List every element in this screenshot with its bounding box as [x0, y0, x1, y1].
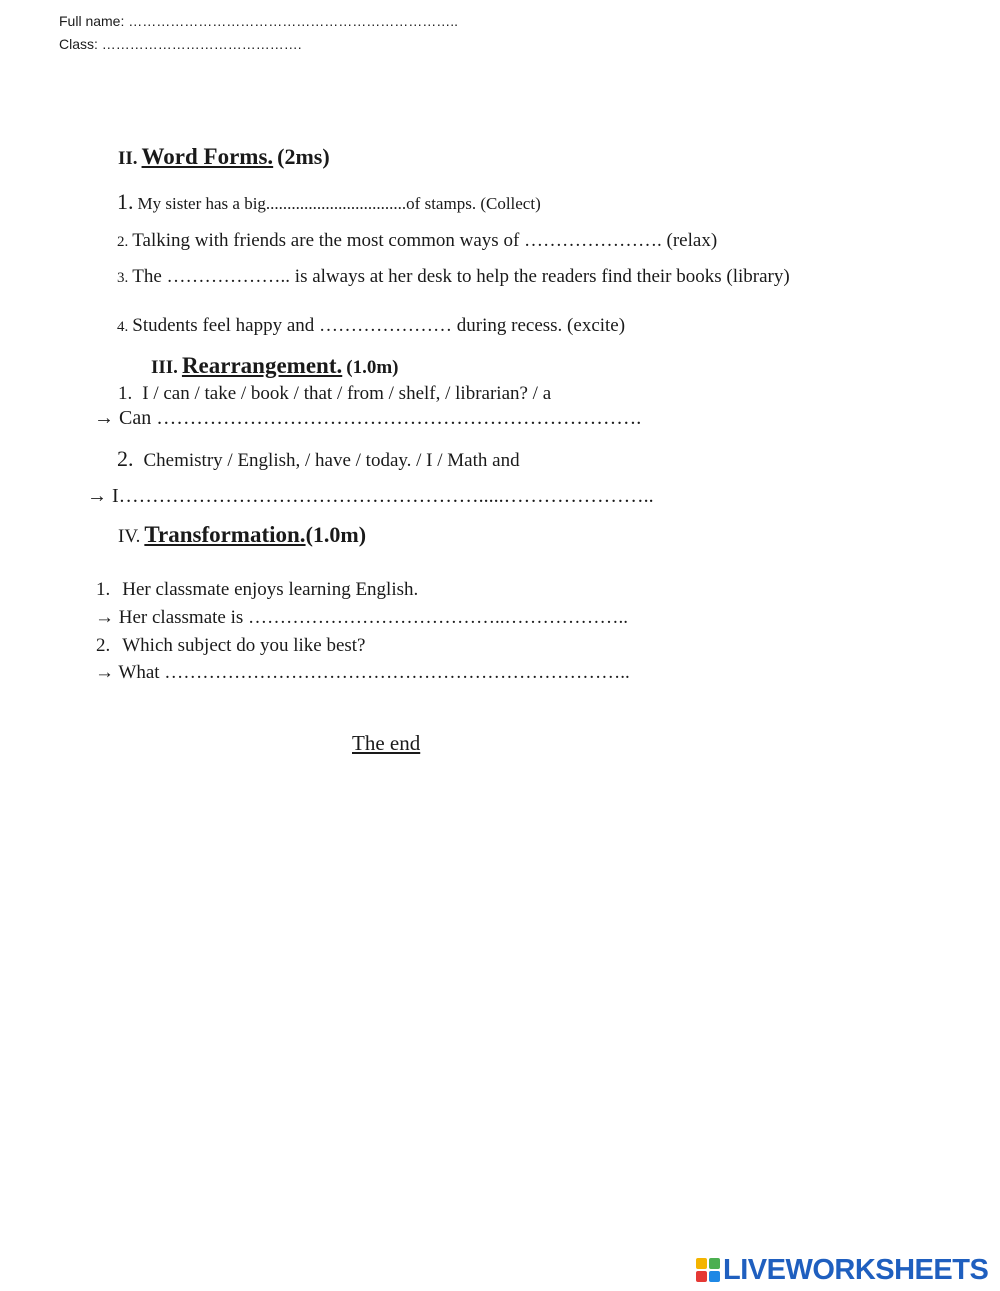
section-title: Transformation.	[144, 522, 306, 547]
section-title: Word Forms.	[141, 144, 274, 169]
class-field: Class: …………………………………….	[59, 36, 302, 52]
word-forms-question-3	[117, 266, 790, 288]
question-text: Students feel happy and ………………… during recess. (excite)	[132, 315, 626, 336]
question-number: 4.	[117, 319, 129, 335]
question-number: 1.	[96, 579, 111, 600]
section-iv-heading	[118, 522, 366, 548]
question-text: Chemistry / English, / have / today. / I / Math and	[143, 450, 520, 471]
transformation-answer-1[interactable]: → Her classmate is …………………………………..………………..	[95, 607, 629, 628]
section-dot: .	[132, 148, 138, 169]
question-text: Which subject do you like best?	[122, 635, 366, 656]
question-number: 2.	[117, 446, 134, 471]
question-number: 1.	[118, 383, 133, 404]
section-ii-heading	[118, 144, 330, 170]
section-marks: (1.0m)	[346, 357, 399, 378]
rearrangement-question-1	[118, 383, 551, 405]
question-text: My sister has a big.................................of stamps. (Collect)	[137, 194, 541, 213]
question-number: 3.	[117, 270, 129, 286]
question-text: Talking with friends are the most common ways of …………………. (relax)	[132, 230, 718, 251]
liveworksheets-logo[interactable]	[696, 1254, 988, 1286]
question-text: Her classmate enjoys learning English.	[122, 579, 419, 600]
word-forms-question-1	[117, 189, 541, 215]
word-forms-question-2	[117, 230, 717, 252]
full-name-field: Full name: ……………………………………………………………..	[59, 13, 459, 29]
logo-blocks-icon	[696, 1258, 720, 1282]
rearrangement-answer-1[interactable]: → Can ……………………………………………………………….	[94, 407, 642, 429]
question-number: 1.	[117, 189, 134, 214]
section-roman: IV.	[118, 526, 141, 547]
transformation-question-1	[96, 579, 418, 601]
question-text: I / can / take / book / that / from / shelf, / librarian? / a	[142, 383, 552, 404]
rearrangement-answer-2[interactable]: → I……………………………………………….....…………………..	[87, 485, 654, 507]
logo-text: LIVEWORKSHEETS	[723, 1253, 989, 1286]
section-roman: III.	[151, 357, 178, 378]
question-number: 2.	[96, 635, 111, 656]
rearrangement-question-2	[117, 446, 520, 472]
section-roman: II	[118, 148, 133, 169]
transformation-question-2	[96, 635, 366, 657]
section-title: Rearrangement.	[181, 353, 343, 378]
transformation-answer-2[interactable]: → What ………………………………………………………………..	[95, 662, 630, 683]
section-iii-heading	[151, 353, 398, 379]
the-end-text: The end	[352, 731, 421, 755]
word-forms-question-4	[117, 315, 625, 337]
section-marks: (2ms)	[277, 144, 330, 169]
question-text: The ……………….. is always at her desk to help the readers find their books (library)	[132, 266, 790, 287]
question-number: 2.	[117, 234, 129, 250]
section-marks: (1.0m)	[305, 522, 367, 547]
